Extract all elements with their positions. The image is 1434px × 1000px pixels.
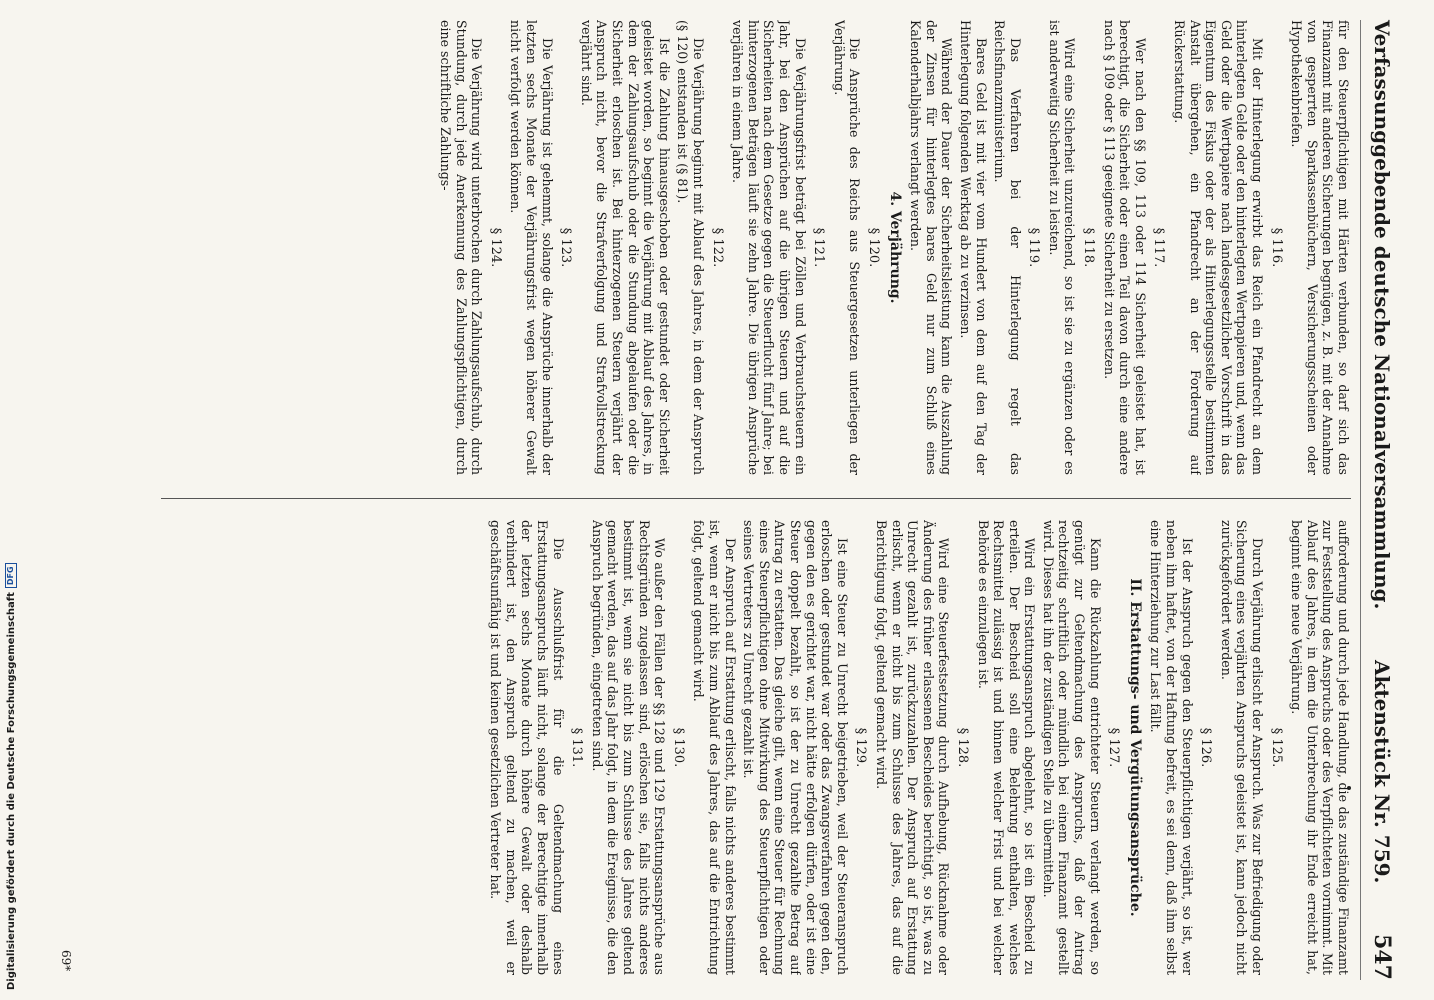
section-118-heading: § 118. [1081, 227, 1097, 268]
section-116-heading: § 116. [1268, 227, 1284, 268]
right-column [81, 520, 1351, 975]
subsection-II-heading: II. Erstattungs- und Vergütungsansprüche. [1126, 578, 1143, 917]
section-116-text: Mit der Hinterlegung erwirbt das Reich ein Pfandrecht an dem hinterlegten Gelde oder den hinterlegten Wertpapieren und, wenn das Geld oder die Wertpapiere nach landesgesetzlicher Vorschrift in das Eigentum des Fiskus oder der als Hinterlegungsstelle bestimmten Anstalt übergehen, ein Pfandrecht an der Forderung auf Rückerstattung. [1172, 20, 1266, 475]
section-123-text: Die Verjährung ist gehemmt, solange die Ansprüche innerhalb der letzten sechs Monate der Verjährungsfrist wegen höherer Gewalt nicht verfolgt werden können. [508, 20, 555, 475]
section-127-heading: § 127. [1106, 727, 1122, 768]
section-117-text: Wer nach den §§ 109, 113 oder 114 Sicherheit geleistet hat, ist berechtigt, die Sicherheit oder einen Teil davon durch eine andere nach § 109 oder § 113 geeignete Sicherheit zu ersetzen. [1101, 20, 1148, 475]
page-header [1360, 20, 1395, 980]
section-128-text: Wird eine Steuerfestsetzung durch Aufhebung, Rücknahme oder Änderung des früher erlassenen Bescheides berichtigt, so ist, was zu Unrecht gezahlt ist, zurückzuzahlen. Der Anspruch auf Erstattung erlischt, wenn er nicht bis zum Schlusse des Jahres, das auf die Berichtigung folgt, geltend gemacht wird. [873, 520, 952, 975]
section-119-para-1: Das Verfahren bei der Hinterlegung regelt das Reichsfinanzministerium. [992, 20, 1023, 475]
section-130-heading: § 130. [670, 727, 686, 768]
section-123-heading: § 123. [558, 227, 574, 268]
section-129-para-2: Der Anspruch auf Erstattung erlischt, falls nichts anderes bestimmt ist, wenn er nicht bis zum Ablauf des Jahres, das auf die Entrichtung folgt, geltend gemacht wird. [691, 520, 738, 975]
section-129-heading: § 129. [853, 727, 869, 768]
section-127-para-2: Wird ein Erstattungsanspruch abgelehnt, so ist ein Bescheid zu erteilen. Der Bescheid soll eine Belehrung enthalten, welches Rechtsmittel zulässig ist und binnen welcher Frist und bei welcher Behörde es einzulegen ist. [975, 520, 1038, 975]
section-126-text: Ist der Anspruch gegen den Steuerpflichtigen verjährt, so ist, wer neben ihm haftet, von der Haftung befreit, es sei denn, daß ihm selbst eine Hinterziehung zur Last fällt. [1148, 520, 1195, 975]
page-number: 547 [1369, 934, 1395, 980]
section-121-text: Die Verjährungsfrist beträgt bei Zöllen und Verbrauchsteuern ein Jahr, bei den Ansprüchen auf die übrigen Steuern und auf die Sicherheiten nach dem Gesetze gegen die Steuerflucht fünf Jahre; bei hinterzogenen Beträgen läuft sie zehn Jahre. Die übrigen Ansprüche verjähren in einem Jahre. [730, 20, 808, 475]
section-121-heading: § 121. [811, 227, 827, 268]
section-120-heading: § 120. [865, 227, 881, 268]
section-131-text: Die Ausschlußfrist für die Geltendmachung eines Erstattungsanspruchs läuft nicht, solange der Berechtigte innerhalb der letzten sechs Monate durch höhere Gewalt oder deshalb verhindert ist, den Anspruch geltend zu machen, weil er geschäftsunfähig ist und keinen gesetzlichen Vertreter hat. [488, 520, 566, 975]
dfg-logo-icon: DFG [5, 563, 17, 588]
section-118-text: Wird eine Sicherheit unzureichend, so ist sie zu ergänzen oder es ist anderweitig Sicherheit zu leisten. [1046, 20, 1078, 475]
digitization-credit [4, 566, 18, 990]
section-126-heading: § 126. [1198, 727, 1214, 768]
section-120-text: Die Ansprüche des Reichs aus Steuergesetzen unterliegen der Verjährung. [831, 20, 863, 475]
section-122-para-2: Ist die Zahlung hinausgeschoben oder gestundet oder Sicherheit geleistet worden, so beginnt die Verjährung mit Ablauf des Jahres, in dem der Zahlungsaufschub oder die Stundung abgelaufen oder die Sicherheit erloschen ist. Bei hinterzogenen Steuern verjährt der Anspruch nicht, bevor die Strafverfolgung und Strafvollstreckung verjährt sind. [578, 20, 672, 475]
section-127-para-1: Kann die Rückzahlung entrichteter Steuern verlangt werden, so genügt zur Geltendmachung des Anspruchs, daß der Antrag rechtzeitig schriftlich oder mündlich bei einem Finanzamt gestellt wird. Dieses hat ihn der zuständigen Stelle zu übermitteln. [1040, 520, 1103, 975]
section-129-para-1: Ist eine Steuer zu Unrecht beigetrieben, weil der Steueranspruch erloschen oder gestundet war oder das Zwangsverfahren gegen den, gegen den es gerichtet war, nicht hätte erfolgen dürfen, oder ist eine Steuer doppelt bezahlt, so ist der zu Unrecht gezahlte Betrag auf Antrag zu erstatten. Das gleiche gilt, wenn eine Steuer für Rechnung eines Steuerpflichtigen ohne Mitwirkung des Steuerpflichtigen oder seines Vertreters zu Unrecht gezahlt ist. [741, 520, 850, 975]
section-124-text: Die Verjährung wird unterbrochen durch Zahlungsaufschub, durch Stundung, durch jede Anerkennung des Zahlungspflichtigen, durch eine schriftliche Zahlungs- [438, 20, 485, 475]
section-131-heading: § 131. [569, 727, 585, 768]
header-doc-ref: Aktenstück Nr. 759. [1370, 659, 1394, 884]
section-119-para-3: Während der Dauer der Sicherheitsleistung kann die Auszahlung der Zinsen für hinterlegtes bares Geld nur zum Schluß eines Kalenderhalbjahrs verlangt werden. [908, 20, 955, 475]
credit-text: Digitalisierung gefördert durch die Deutsche Forschungsgemeinschaft [5, 592, 17, 990]
section-122-para-1: Die Verjährung beginnt mit Ablauf des Jahres, in dem der Anspruch (§ 120) entstanden ist (§ 81). [675, 20, 707, 475]
column-divider [161, 498, 1351, 499]
left-column [81, 20, 1351, 475]
section-130-text: Wo außer den Fällen der §§ 128 und 129 Erstattungsansprüche aus Rechtsgründen zugelassen sind, erlöschen sie, falls nichts anderes bestimmt ist, wenn sie nicht bis zum Schlusse des Jahres geltend gemacht werden, das auf das Jahr folgt, in dem die Ereignisse, die den Anspruch begründen, eingetreten sind. [589, 520, 668, 975]
header-title: Verfassunggebende deutsche Nationalversammlung. [1370, 20, 1394, 610]
rotated-page-content [25, 20, 1395, 980]
section-128-heading: § 128. [954, 727, 970, 768]
section-117-heading: § 117. [1151, 227, 1167, 268]
right-intro: aufforderung und durch jede Handlung, die das zuständige Finanzamt zur Feststellung des Anspruchs oder des Verpflichteten vornimmt. Mit Ablauf des Jahres, in dem die Unterbrechung ihr Ende erreicht hat, beginnt eine neue Verjährung. [1289, 520, 1351, 975]
section-119-para-2: Bares Geld ist mit vier vom Hundert von dem auf den Tag der Hinterlegung folgenden Werktag ab zu verzinsen. [957, 20, 989, 475]
left-intro: für den Steuerpflichtigen mit Härten verbunden, so darf sich das Finanzamt mit anderen Sicherungen begnügen, z. B. mit der Annahme von gesperrten Sparkassenbüchern, Versicherungsscheinen oder Hypothekenbriefen. [1289, 20, 1351, 475]
section-122-heading: § 122. [709, 227, 725, 268]
sheet-mark: 69* [59, 950, 73, 972]
subsection-4-heading: 4. Verjährung. [886, 191, 903, 304]
section-124-heading: § 124. [487, 227, 503, 268]
section-119-heading: § 119. [1026, 227, 1042, 268]
section-125-heading: § 125. [1268, 727, 1284, 768]
section-125-text: Durch Verjährung erlischt der Anspruch. Was zur Befriedigung oder Sicherung eines verjährten Anspruchs geleistet ist, kann jedoch nicht zurückgefordert werden. [1218, 520, 1266, 975]
